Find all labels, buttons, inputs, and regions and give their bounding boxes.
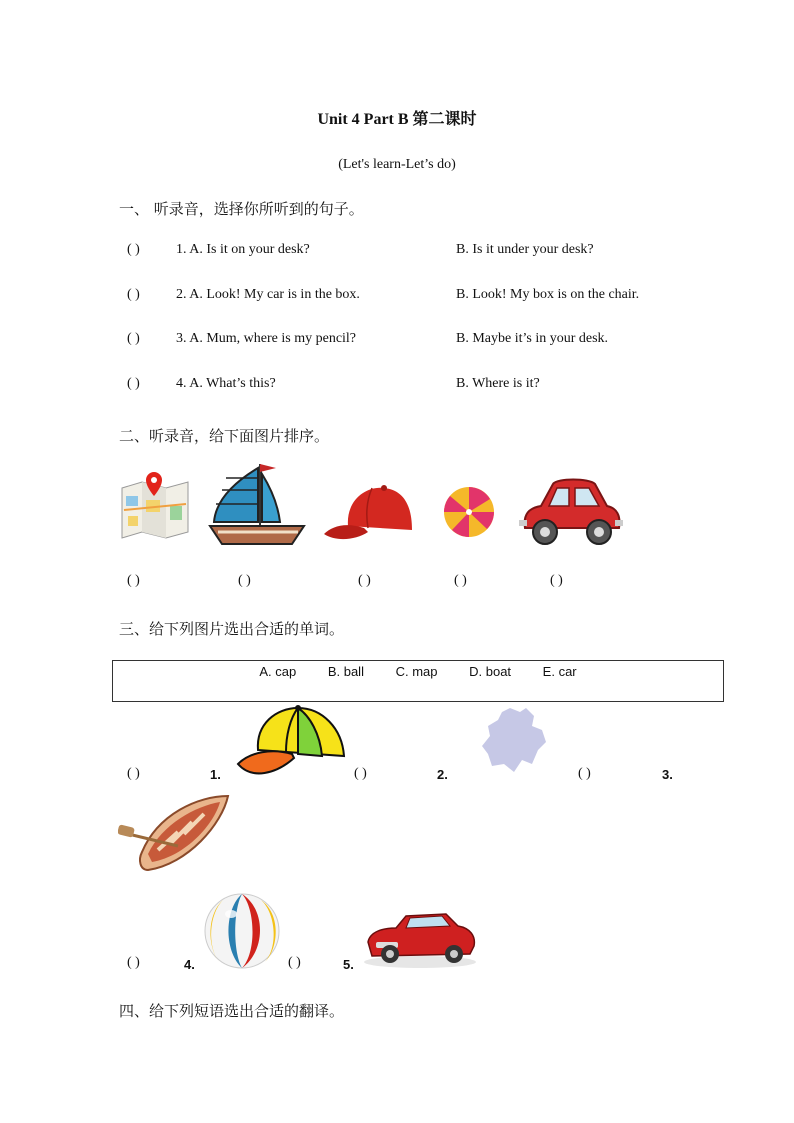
section3-heading: 三、给下列图片选出合适的单词。 bbox=[119, 620, 345, 638]
q3-paren: ( ) bbox=[127, 331, 140, 346]
item1-paren[interactable]: ( ) bbox=[127, 766, 140, 781]
q3-option-a: 3. A. Mum, where is my pencil? bbox=[176, 331, 357, 346]
option-b: B. ball bbox=[327, 664, 364, 679]
order-blank-2[interactable]: ( ) bbox=[238, 573, 251, 588]
option-e: E. car bbox=[542, 664, 577, 679]
item4-number: 4. bbox=[184, 957, 195, 972]
item5-paren[interactable]: ( ) bbox=[288, 955, 301, 970]
item3-number: 3. bbox=[662, 767, 673, 782]
item2-paren[interactable]: ( ) bbox=[354, 766, 367, 781]
section1-heading: 一、 听录音，选择你所听到的句子。 bbox=[119, 200, 364, 218]
item4-paren[interactable]: ( ) bbox=[127, 955, 140, 970]
q2-paren: ( ) bbox=[127, 287, 140, 302]
order-blank-1[interactable]: ( ) bbox=[127, 573, 140, 588]
page-subtitle: (Let's learn-Let’s do) bbox=[338, 157, 456, 172]
colorful-cap-icon bbox=[236, 704, 348, 780]
item1-number: 1. bbox=[210, 767, 221, 782]
section4-heading: 四、给下列短语选出合适的翻译。 bbox=[119, 1002, 345, 1020]
item2-number: 2. bbox=[437, 767, 448, 782]
q2-option-b: B. Look! My box is on the chair. bbox=[456, 287, 640, 302]
page-title: Unit 4 Part B 第二课时 bbox=[317, 111, 477, 128]
beach-ball-icon bbox=[203, 892, 281, 970]
red-cap-icon bbox=[322, 482, 416, 544]
item3-paren[interactable]: ( ) bbox=[578, 766, 591, 781]
option-c: C. map bbox=[395, 664, 438, 679]
item5-number: 5. bbox=[343, 957, 354, 972]
order-blank-3[interactable]: ( ) bbox=[358, 573, 371, 588]
option-d: D. boat bbox=[469, 664, 512, 679]
red-car-icon bbox=[519, 474, 623, 548]
convertible-car-icon bbox=[362, 898, 478, 970]
q2-option-a: 2. A. Look! My car is in the box. bbox=[176, 287, 360, 302]
section2-heading: 二、听录音，给下面图片排序。 bbox=[119, 427, 330, 445]
map-icon bbox=[118, 470, 192, 542]
sailboat-icon bbox=[208, 460, 308, 548]
ball-icon bbox=[443, 486, 495, 538]
q3-option-b: B. Maybe it’s in your desk. bbox=[456, 331, 609, 346]
q4-option-b: B. Where is it? bbox=[456, 376, 540, 391]
q4-option-a: 4. A. What’s this? bbox=[176, 376, 276, 391]
lavender-map-icon bbox=[480, 706, 552, 776]
q4-paren: ( ) bbox=[127, 376, 140, 391]
option-a: A. cap bbox=[259, 664, 297, 679]
q1-option-b: B. Is it under your desk? bbox=[456, 242, 594, 257]
rowboat-icon bbox=[118, 794, 230, 872]
order-blank-5[interactable]: ( ) bbox=[550, 573, 563, 588]
word-options-box bbox=[112, 660, 724, 702]
q1-paren: ( ) bbox=[127, 242, 140, 257]
q1-option-a: 1. A. Is it on your desk? bbox=[176, 242, 310, 257]
order-blank-4[interactable]: ( ) bbox=[454, 573, 467, 588]
